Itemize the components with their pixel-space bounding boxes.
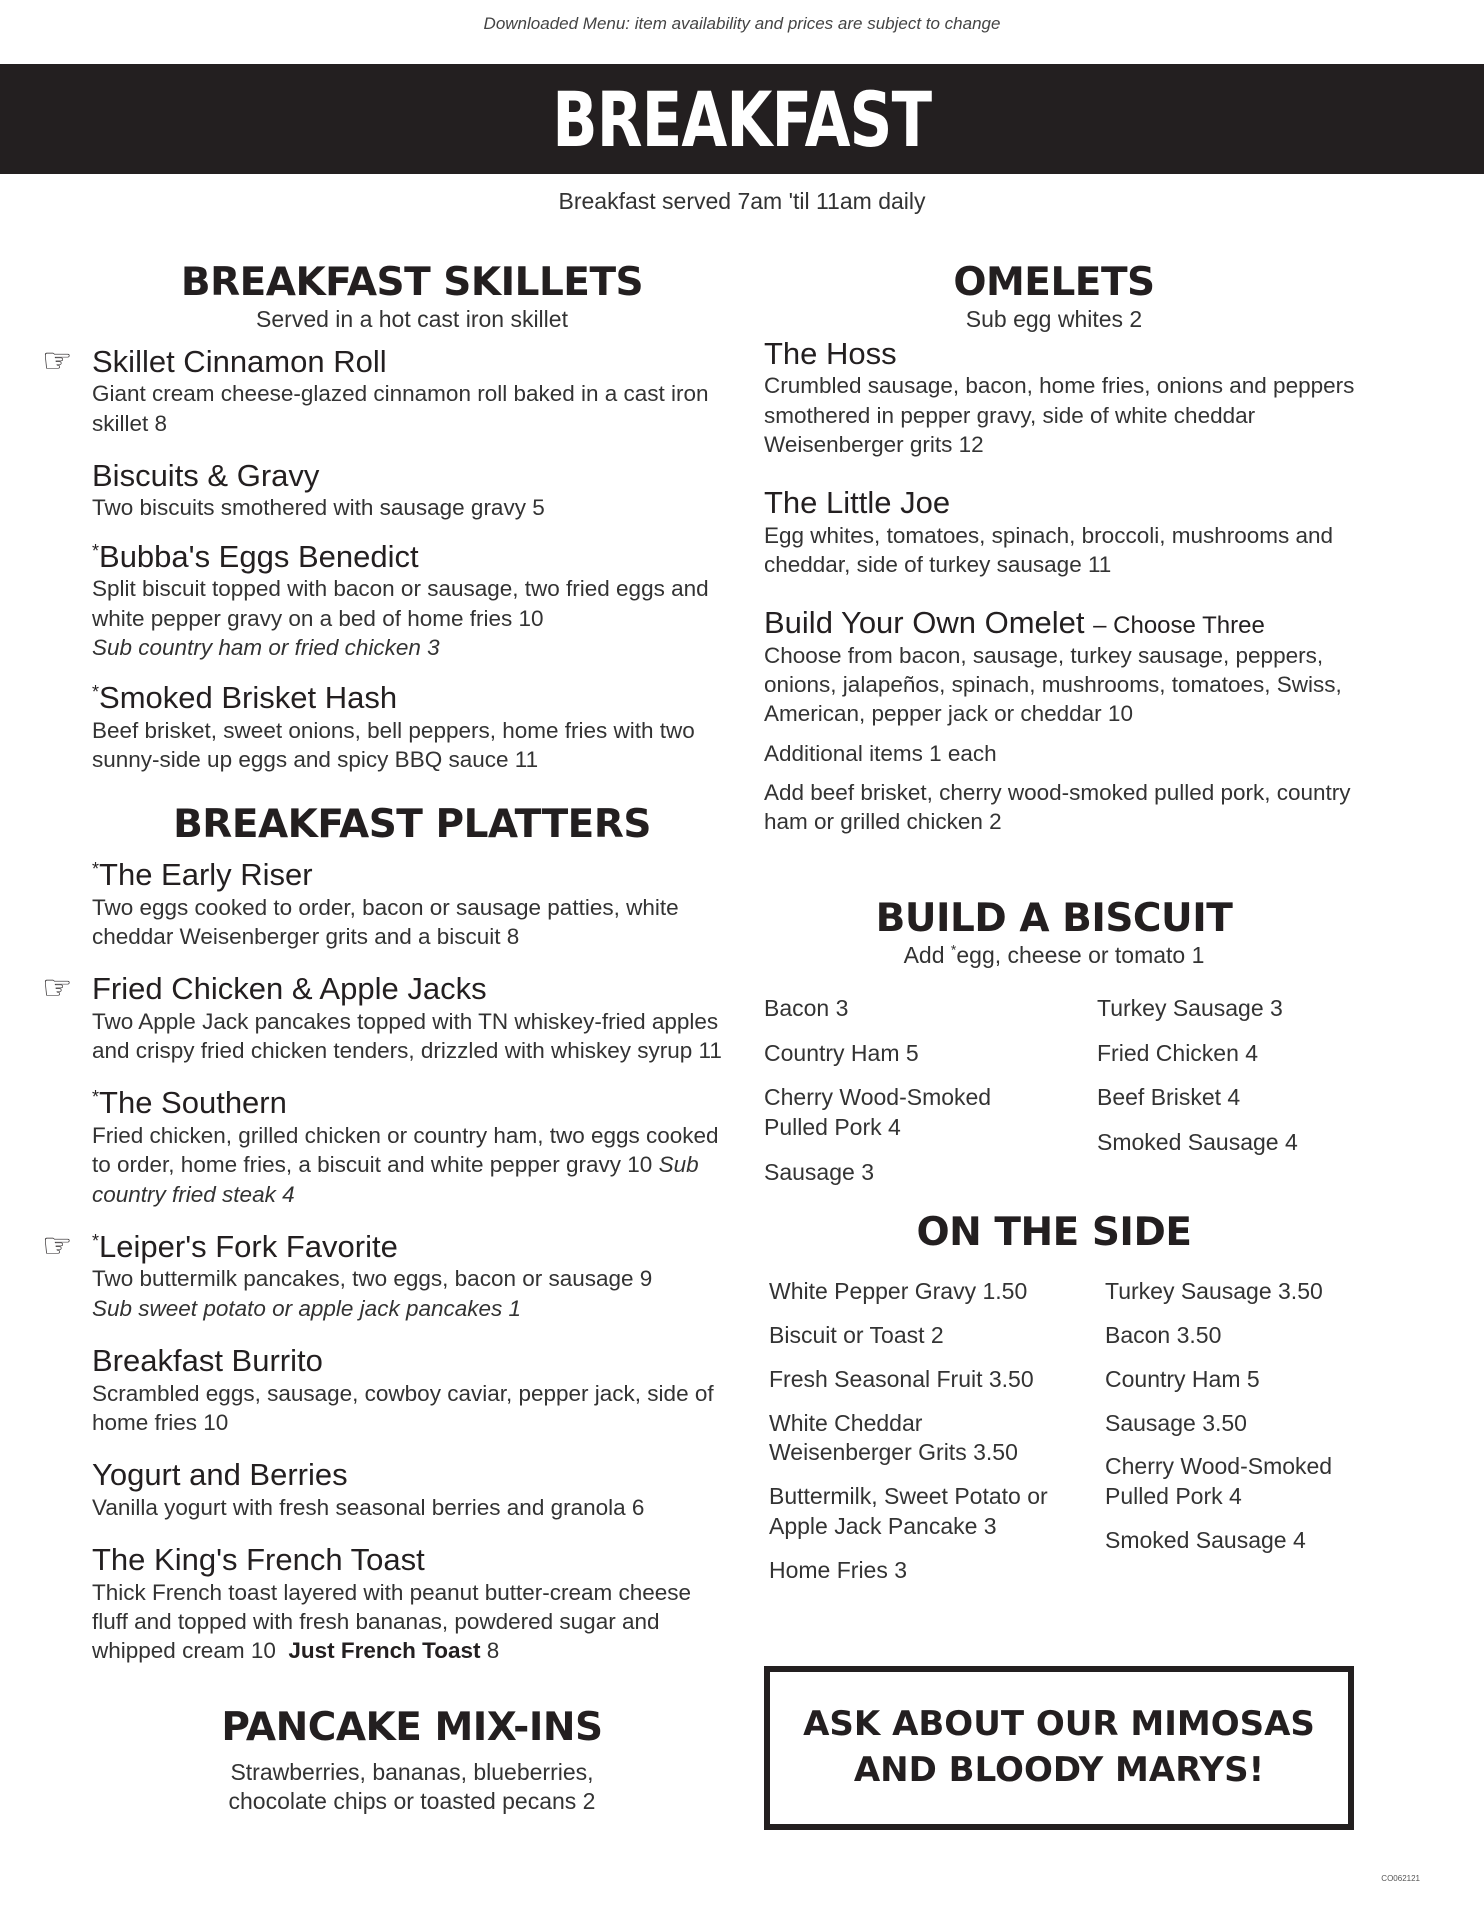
menu-item xyxy=(92,680,732,774)
list-item: Sausage 3 xyxy=(764,1159,874,1186)
skillets-title: BREAKFAST SKILLETS xyxy=(180,260,644,305)
item-name: Fried Chicken & Apple Jacks xyxy=(92,971,487,1007)
item-name: Breakfast Burrito xyxy=(92,1342,323,1378)
list-item: Fresh Seasonal Fruit 3.50 xyxy=(769,1365,1034,1392)
item-name: Skillet Cinnamon Roll xyxy=(92,343,387,379)
menu-item xyxy=(42,969,732,1065)
item-name xyxy=(92,680,732,716)
skillets-subtitle: Served in a hot cast iron skillet xyxy=(256,305,568,332)
star-marker: * xyxy=(92,1087,100,1108)
item-name: Biscuits & Gravy xyxy=(92,457,320,493)
subtitle-prefix: Add xyxy=(903,941,951,968)
omelets-subtitle: Sub egg whites 2 xyxy=(965,305,1143,332)
item-name: The Little Joe xyxy=(764,485,951,521)
item-name xyxy=(92,1085,732,1121)
item-desc-text: Two buttermilk pancakes, two eggs, bacon or sausage 9 xyxy=(92,1266,653,1292)
mixins-line: Strawberries, bananas, blueberries, xyxy=(230,1759,594,1786)
item-name xyxy=(92,539,732,575)
list-item: Country Ham 5 xyxy=(764,1039,919,1066)
biscuit-right-list xyxy=(1097,994,1397,1203)
item-note: Sub country ham or fried chicken 3 xyxy=(92,634,440,660)
extra-label: Just French Toast xyxy=(288,1638,481,1664)
left-column xyxy=(42,260,732,1816)
menu-item xyxy=(92,1343,732,1437)
item-note: Sub sweet potato or apple jack pancakes 1 xyxy=(92,1295,522,1321)
menu-item xyxy=(764,485,1364,579)
item-name xyxy=(764,605,1364,641)
item-desc: Crumbled sausage, bacon, home fries, onions and peppers smothered in pepper gravy, side of white cheddar Weisenberger grits 12 xyxy=(764,373,1355,457)
item-note: Sub country fried steak 4 xyxy=(92,1152,699,1207)
skillets-section xyxy=(2,262,822,334)
menu-code: CO062121 xyxy=(1381,1874,1420,1883)
subtitle-rest: egg, cheese or tomato 1 xyxy=(956,941,1205,968)
list-item: Smoked Sausage 4 xyxy=(1105,1527,1306,1554)
item-desc: Two biscuits smothered with sausage gravy 5 xyxy=(92,495,545,521)
mixins-line: chocolate chips or toasted pecans 2 xyxy=(228,1787,596,1814)
item-desc-text: Thick French toast layered with peanut butter-cream cheese fluff and topped with fresh bananas, powdered sugar and whipped cream 10 xyxy=(92,1579,692,1664)
item-desc xyxy=(92,1121,732,1209)
list-item: Beef Brisket 4 xyxy=(1097,1084,1241,1111)
mixins-title: PANCAKE MIX-INS xyxy=(221,1705,603,1751)
star-marker: * xyxy=(92,682,100,703)
item-name-text: Leiper's Fork Favorite xyxy=(99,1228,398,1264)
list-item: Biscuit or Toast 2 xyxy=(769,1321,944,1348)
pointing-hand-icon: ☞ xyxy=(42,969,73,1008)
mimosa-callout xyxy=(764,1666,1354,1830)
sides-title: ON THE SIDE xyxy=(916,1210,1192,1255)
sides-grid xyxy=(769,1277,1369,1601)
item-desc xyxy=(92,574,732,662)
pointing-hand-icon: ☞ xyxy=(42,1226,73,1265)
mimosa-line: ASK ABOUT OUR MIMOSAS xyxy=(803,1704,1315,1745)
menu-item xyxy=(92,1085,732,1208)
item-desc: Egg whites, tomatoes, spinach, broccoli, mushrooms and cheddar, side of turkey sausage 11 xyxy=(764,522,1334,577)
item-desc: Giant cream cheese-glazed cinnamon roll baked in a cast iron skillet 8 xyxy=(92,381,709,436)
star-marker: * xyxy=(92,859,100,880)
menu-item xyxy=(42,1226,732,1323)
item-name-text: The Early Riser xyxy=(99,857,313,893)
served-hours: Breakfast served 7am 'til 11am daily xyxy=(558,188,926,214)
item-desc: Scrambled eggs, sausage, cowboy caviar, pepper jack, side of home fries 10 xyxy=(92,1380,714,1435)
item-desc: Two eggs cooked to order, bacon or sausage patties, white cheddar Weisenberger grits and a biscuit 8 xyxy=(92,894,679,949)
sides-right-list xyxy=(1105,1277,1385,1601)
list-item: Turkey Sausage 3.50 xyxy=(1105,1277,1323,1304)
mixins-section xyxy=(2,1707,822,1815)
sides-left-list xyxy=(769,1277,1087,1601)
extra-price: 8 xyxy=(486,1638,500,1664)
platters-title: BREAKFAST PLATTERS xyxy=(173,802,651,848)
platters-section xyxy=(2,804,822,847)
item-desc: Vanilla yogurt with fresh seasonal berries and granola 6 xyxy=(92,1494,645,1520)
pointing-hand-icon: ☞ xyxy=(42,341,73,380)
title-banner xyxy=(0,64,1484,174)
biscuit-grid xyxy=(764,994,1364,1203)
list-item: White Cheddar Weisenberger Grits 3.50 xyxy=(769,1409,1018,1466)
list-item: Smoked Sausage 4 xyxy=(1097,1129,1298,1156)
list-item: Cherry Wood-Smoked Pulled Pork 4 xyxy=(1105,1453,1333,1510)
item-desc: Beef brisket, sweet onions, bell peppers, home fries with two sunny-side up eggs and spicy BBQ sauce 11 xyxy=(92,717,695,772)
item-name-text: Build Your Own Omelet xyxy=(764,605,1085,641)
list-item: Country Ham 5 xyxy=(1105,1365,1260,1392)
biscuit-title: BUILD A BISCUIT xyxy=(875,896,1233,941)
item-name-text: The Southern xyxy=(99,1085,287,1121)
mimosa-text xyxy=(803,1702,1315,1794)
item-desc: Choose from bacon, sausage, turkey sausage, peppers, onions, jalapeños, spinach, mushrooms, tomatoes, Swiss, American, pepper jack or cheddar 10 xyxy=(764,642,1342,727)
biscuit-left-list xyxy=(764,994,1077,1203)
list-item: Bacon 3.50 xyxy=(1105,1321,1222,1348)
biscuit-subtitle xyxy=(744,941,1364,970)
item-name: Yogurt and Berries xyxy=(92,1457,348,1493)
menu-item xyxy=(764,605,1364,836)
omelets-title: OMELETS xyxy=(953,260,1155,305)
list-item: Fried Chicken 4 xyxy=(1097,1039,1259,1066)
biscuit-section xyxy=(764,898,1364,1203)
star-marker: * xyxy=(950,941,957,958)
menu-item xyxy=(92,458,732,523)
item-desc-text: Fried chicken, grilled chicken or country ham, two eggs cooked to order, home fries, a biscuit and white pepper gravy 10 xyxy=(92,1123,719,1178)
list-item: Cherry Wood-Smoked Pulled Pork 4 xyxy=(764,1084,992,1141)
menu-item xyxy=(92,857,732,951)
item-name: The King's French Toast xyxy=(92,1541,425,1577)
list-item: Buttermilk, Sweet Potato or Apple Jack Pancake 3 xyxy=(769,1483,1048,1540)
menu-item xyxy=(92,1457,732,1522)
list-item: Home Fries 3 xyxy=(769,1557,908,1584)
star-marker: * xyxy=(92,1230,100,1251)
item-name-text: Bubba's Eggs Benedict xyxy=(99,538,419,574)
item-desc: Two Apple Jack pancakes topped with TN whiskey-fried apples and crispy fried chicken tenders, drizzled with whiskey syrup 11 xyxy=(92,1008,722,1064)
item-desc xyxy=(92,1264,732,1323)
disclaimer: Downloaded Menu: item availability and prices are subject to change xyxy=(483,14,1001,33)
choose-three: – Choose Three xyxy=(1093,612,1265,640)
list-item: Sausage 3.50 xyxy=(1105,1409,1247,1436)
list-item: Bacon 3 xyxy=(764,994,849,1021)
list-item: Turkey Sausage 3 xyxy=(1097,994,1283,1021)
page-title: BREAKFAST xyxy=(552,74,932,164)
item-desc xyxy=(92,1578,732,1666)
item-desc-text: Split biscuit topped with bacon or sausage, two fried eggs and white pepper gravy on a bed of home fries 10 xyxy=(92,576,709,631)
omelets-section xyxy=(764,262,1364,836)
item-name-text: Smoked Brisket Hash xyxy=(99,680,398,716)
sides-section xyxy=(769,1212,1369,1601)
mimosa-line: AND BLOODY MARYS! xyxy=(853,1750,1265,1790)
item-name: The Hoss xyxy=(764,335,897,371)
star-marker: * xyxy=(92,540,100,561)
additional-items: Additional items 1 each xyxy=(764,740,997,766)
menu-item xyxy=(92,539,732,662)
item-name xyxy=(92,1229,732,1265)
menu-item xyxy=(42,341,732,438)
add-proteins: Add beef brisket, cherry wood-smoked pulled pork, country ham or grilled chicken 2 xyxy=(764,779,1351,835)
item-name xyxy=(92,857,732,893)
menu-item xyxy=(92,1542,732,1665)
list-item: White Pepper Gravy 1.50 xyxy=(769,1277,1028,1304)
menu-item xyxy=(764,336,1364,459)
